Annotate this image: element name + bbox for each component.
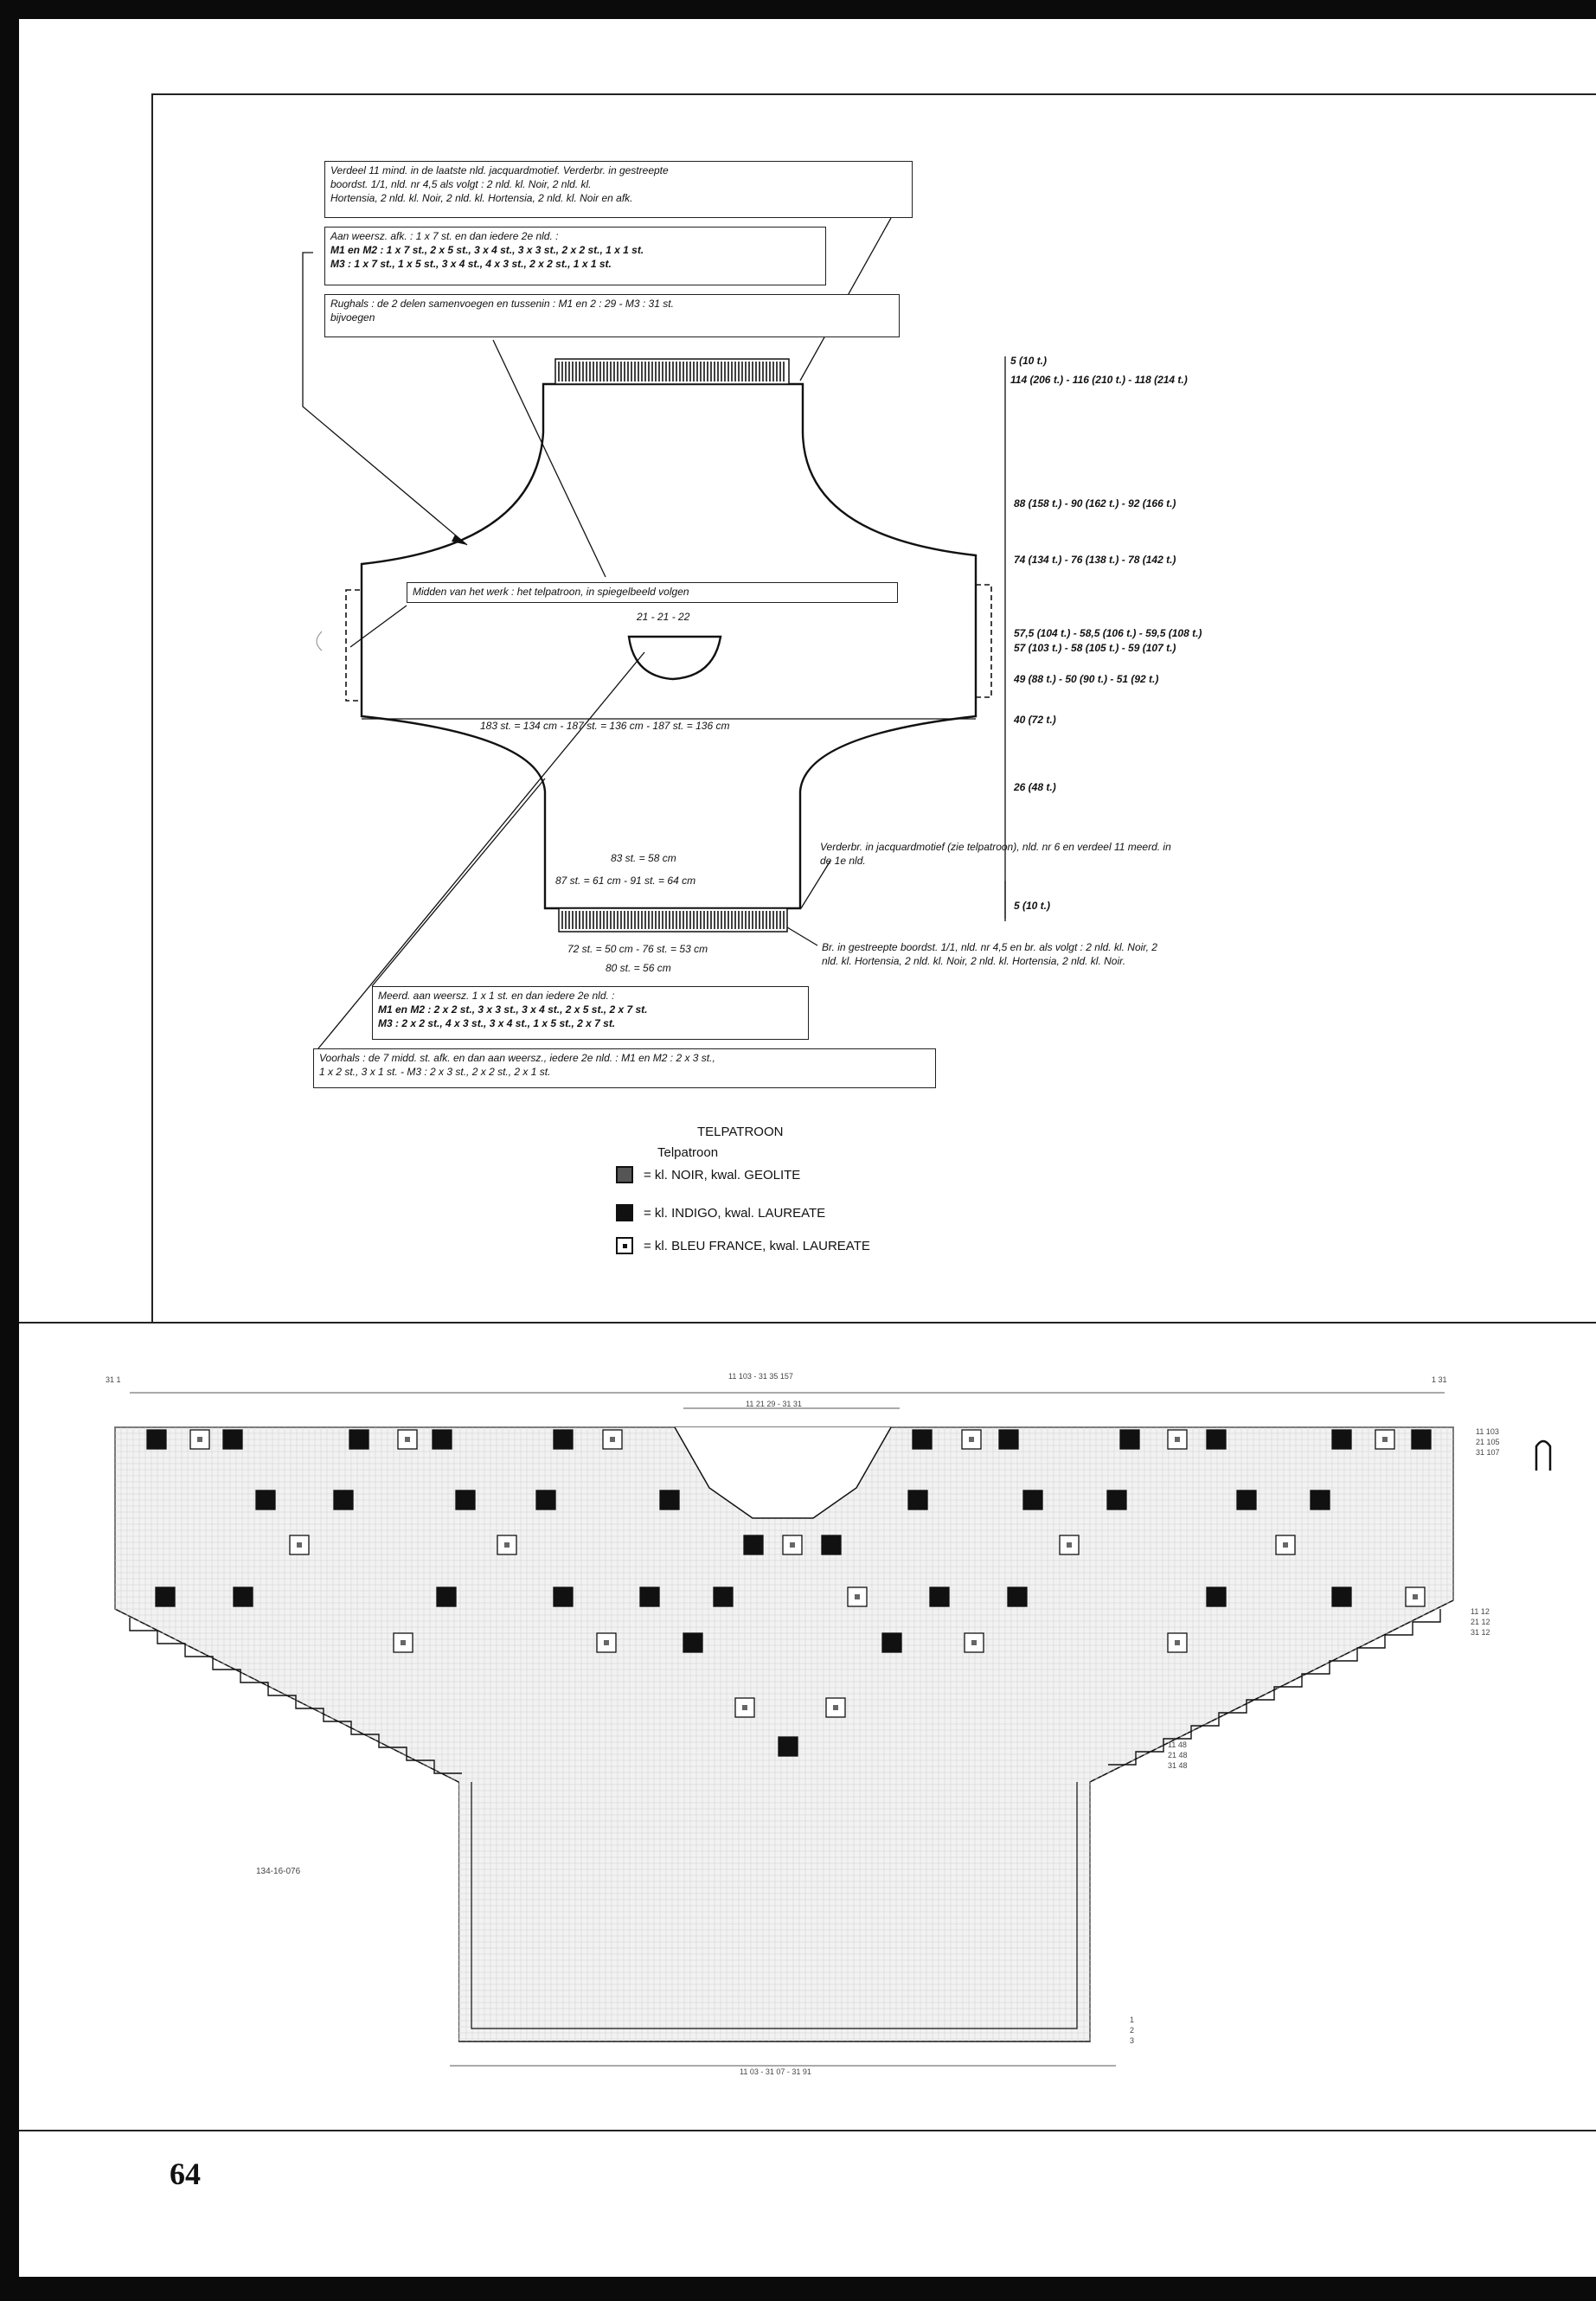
chart-code: 134-16-076 <box>256 1867 301 1876</box>
waist-rib <box>559 908 787 932</box>
note-line: M3 : 2 x 2 st., 4 x 3 st., 3 x 4 st., 1 x 5 st., 2 x 7 st. <box>378 1017 616 1029</box>
note-verderbr-line2: de 1e nld. <box>820 855 866 867</box>
chart-row-label: 21 12 <box>1471 1618 1490 1626</box>
note-line: bijvoegen <box>330 311 375 324</box>
body-measure-1: 83 st. = 58 cm <box>611 852 676 864</box>
note-line: M1 en M2 : 1 x 7 st., 2 x 5 st., 3 x 4 st., 3 x 3 st., 2 x 2 st., 1 x 1 st. <box>330 244 644 256</box>
note-line: 1 x 2 st., 3 x 1 st. - M3 : 2 x 3 st., 2 x 2 st., 2 x 1 st. <box>319 1066 551 1078</box>
note-line: boordst. 1/1, nld. nr 4,5 als volgt : 2 nld. kl. Noir, 2 nld. kl. <box>330 178 592 190</box>
height-measure: 40 (72 t.) <box>1014 714 1056 726</box>
note-line: M1 en M2 : 2 x 2 st., 3 x 3 st., 3 x 4 st., 2 x 5 st., 2 x 7 st. <box>378 1003 648 1016</box>
note-afkanten <box>324 227 826 285</box>
height-measure: 114 (206 t.) - 116 (210 t.) - 118 (214 t.) <box>1010 374 1188 386</box>
note-verdeel <box>324 161 913 218</box>
chart-left-mark: 31 1 <box>106 1375 121 1384</box>
chart-right-mark: 1 31 <box>1432 1375 1447 1384</box>
note-line: Hortensia, 2 nld. kl. Noir, 2 nld. kl. Hortensia, 2 nld. kl. Noir en afk. <box>330 192 633 204</box>
legend-label: = kl. NOIR, kwal. GEOLITE <box>644 1167 801 1183</box>
chart-row-label: 11 103 <box>1476 1427 1499 1436</box>
note-line: Midden van het werk : het telpatroon, in spiegelbeeld volgen <box>413 586 689 598</box>
chart-row-label: 31 12 <box>1471 1628 1490 1637</box>
page-number: 64 <box>170 2157 201 2191</box>
legend-item-indigo <box>616 1204 825 1221</box>
note-br-line2: nld. kl. Hortensia, 2 nld. kl. Noir, 2 nld. kl. Hortensia, 2 nld. kl. Noir. <box>822 955 1126 967</box>
note-voorhals <box>313 1048 936 1088</box>
chart-grid <box>114 1427 1454 2043</box>
height-measure: 57 (103 t.) - 58 (105 t.) - 59 (107 t.) <box>1014 642 1176 654</box>
chart-row-label: 2 <box>1130 2026 1135 2035</box>
chart-row-label: 21 105 <box>1476 1438 1500 1446</box>
note-br-line1: Br. in gestreepte boordst. 1/1, nld. nr 4,5 en br. als volgt : 2 nld. kl. Noir, 2 <box>822 941 1157 953</box>
width-measure: 183 st. = 134 cm - 187 st. = 136 cm - 187 st. = 136 cm <box>480 720 730 732</box>
chart-row-label: 31 48 <box>1168 1761 1188 1770</box>
dark-grey-square-icon <box>616 1166 633 1183</box>
height-measure: 49 (88 t.) - 50 (90 t.) - 51 (92 t.) <box>1014 673 1159 685</box>
chart-top-span: 11 103 - 31 35 157 <box>728 1372 793 1381</box>
legend-item-noir <box>616 1166 800 1183</box>
note-line: Voorhals : de 7 midd. st. afk. en dan aan weersz., iedere 2e nld. : M1 en M2 : 2 x 3 st., <box>319 1052 715 1064</box>
note-line: Meerd. aan weersz. 1 x 1 st. en dan iedere 2e nld. : <box>378 990 615 1002</box>
neck-measure: 21 - 21 - 22 <box>637 611 690 623</box>
note-rughals <box>324 294 900 337</box>
chart-row-label: 31 107 <box>1476 1448 1500 1457</box>
note-verderbr-line1: Verderbr. in jacquardmotief (zie telpatroon), nld. nr 6 en verdeel 11 meerd. in <box>820 841 1171 853</box>
height-measure: 26 (48 t.) <box>1014 781 1056 793</box>
legend-label: = kl. INDIGO, kwal. LAUREATE <box>644 1205 826 1221</box>
rib-measure-1: 72 st. = 50 cm - 76 st. = 53 cm <box>567 943 708 955</box>
collar-rib <box>555 359 789 384</box>
body-measure-2: 87 st. = 61 cm - 91 st. = 64 cm <box>555 875 696 887</box>
chart-top-neck: 11 21 29 - 31 31 <box>746 1400 802 1408</box>
note-line: Verdeel 11 mind. in de laatste nld. jacquardmotief. Verderbr. in gestreepte <box>330 164 669 176</box>
chart-bottom-span: 11 03 - 31 07 - 31 91 <box>740 2067 811 2076</box>
legend-subtitle: Telpatroon <box>657 1145 719 1160</box>
height-measure: 5 (10 t.) <box>1010 355 1048 367</box>
legend-title: TELPATROON <box>697 1125 784 1139</box>
note-midden <box>407 582 898 603</box>
note-line: Rughals : de 2 delen samenvoegen en tussenin : M1 en 2 : 29 - M3 : 31 st. <box>330 298 674 310</box>
chart-row-label: 11 48 <box>1168 1740 1187 1749</box>
dotted-square-icon <box>616 1237 633 1254</box>
height-measure: 57,5 (104 t.) - 58,5 (106 t.) - 59,5 (108 t.) <box>1014 627 1202 639</box>
chart-row-label: 1 <box>1130 2016 1135 2024</box>
chart-row-label: 11 12 <box>1471 1607 1490 1616</box>
chart-row-label: 21 48 <box>1168 1751 1188 1759</box>
height-measure: 5 (10 t.) <box>1014 900 1051 912</box>
rib-measure-2: 80 st. = 56 cm <box>606 962 671 974</box>
height-measure: 88 (158 t.) - 90 (162 t.) - 92 (166 t.) <box>1014 497 1176 510</box>
note-meerderen <box>372 986 809 1040</box>
chart-row-label: 3 <box>1130 2036 1135 2045</box>
note-line: M3 : 1 x 7 st., 1 x 5 st., 3 x 4 st., 4 x 3 st., 2 x 2 st., 1 x 1 st. <box>330 258 612 270</box>
height-measure: 74 (134 t.) - 76 (138 t.) - 78 (142 t.) <box>1014 554 1176 566</box>
note-line: Aan weersz. afk. : 1 x 7 st. en dan iedere 2e nld. : <box>330 230 559 242</box>
legend-item-bleu <box>616 1237 870 1254</box>
legend-label: = kl. BLEU FRANCE, kwal. LAUREATE <box>644 1238 870 1253</box>
black-square-icon <box>616 1204 633 1221</box>
